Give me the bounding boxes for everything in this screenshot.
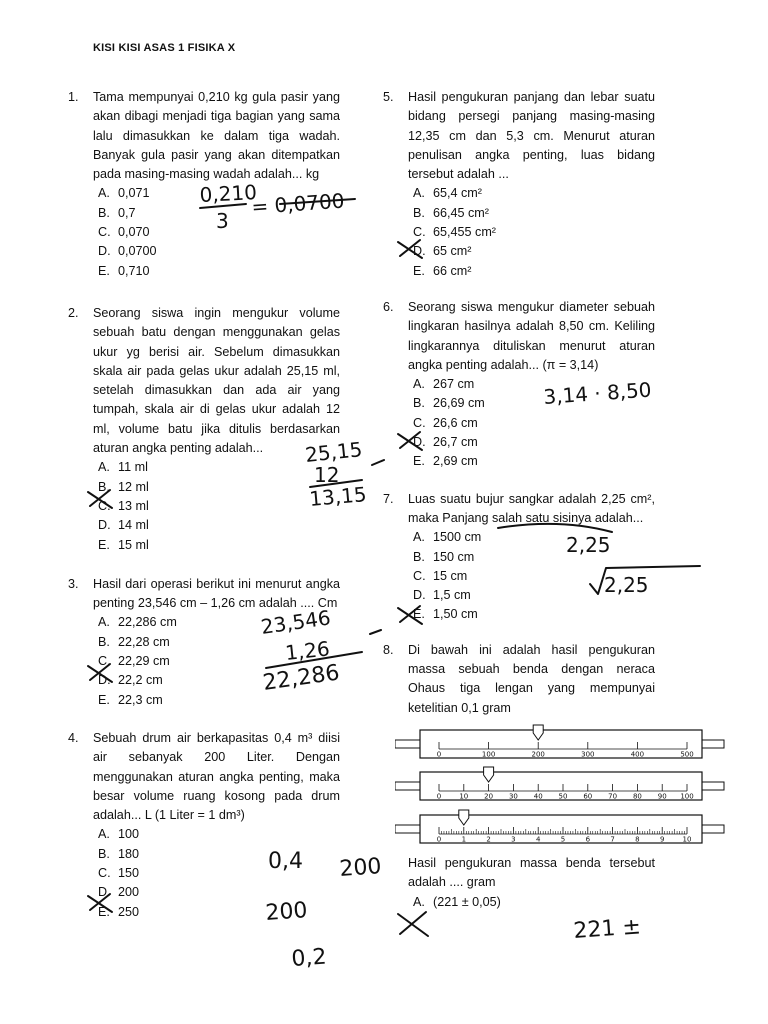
beam-rod-right bbox=[702, 782, 724, 790]
option-letter: B. bbox=[98, 479, 110, 494]
option-b bbox=[408, 204, 655, 223]
option-letter: C. bbox=[98, 654, 111, 669]
option-letter: D. bbox=[413, 588, 426, 603]
option-letter: A. bbox=[98, 460, 110, 475]
option-letter: A. bbox=[413, 530, 425, 545]
question-number: 5. bbox=[383, 90, 394, 104]
option-e bbox=[93, 903, 340, 922]
option-text: 65 cm² bbox=[433, 244, 472, 259]
option-a bbox=[408, 893, 655, 912]
option-e bbox=[93, 536, 340, 555]
option-text: 26,6 cm bbox=[433, 415, 478, 430]
question-8 bbox=[383, 641, 694, 912]
tick-label: 100 bbox=[481, 750, 496, 759]
tick-label: 300 bbox=[581, 750, 595, 759]
tick-label: 5 bbox=[560, 835, 566, 844]
question-5 bbox=[383, 88, 655, 281]
left-column bbox=[68, 88, 340, 922]
question-stem: Hasil pengukuran panjang dan lebar suatu bidang persegi panjang masing-masing 12,35 cm dan 5,3 cm. Menurut aturan penulisan angka penting, luas bidang tersebut adalah ... bbox=[408, 90, 655, 182]
option-letter: C. bbox=[413, 225, 426, 240]
tick-label: 100 bbox=[680, 792, 694, 801]
option-letter: D. bbox=[98, 518, 111, 533]
option-e bbox=[408, 452, 655, 471]
option-e bbox=[93, 262, 340, 281]
option-letter: E. bbox=[98, 537, 110, 552]
option-letter: E. bbox=[413, 454, 425, 469]
option-text: 66 cm² bbox=[433, 263, 472, 278]
tick-label: 9 bbox=[659, 835, 665, 844]
handwriting-q4-a: 0,4 bbox=[268, 849, 303, 874]
tick-label: 0 bbox=[436, 792, 442, 801]
option-text: 13 ml bbox=[118, 498, 149, 513]
options-list bbox=[408, 184, 655, 280]
handwriting-q2-result: 13,15 bbox=[308, 482, 368, 511]
tick-label: 4 bbox=[535, 835, 541, 844]
option-d bbox=[93, 242, 340, 261]
tick-label: 50 bbox=[558, 792, 568, 801]
option-text: 2,69 cm bbox=[433, 454, 478, 469]
option-text: 250 bbox=[118, 904, 140, 919]
handwriting-q1-numerator: 0,210 bbox=[199, 180, 258, 207]
question-number: 7. bbox=[383, 491, 394, 506]
option-text: 0,7 bbox=[118, 205, 136, 220]
option-a bbox=[93, 458, 340, 477]
option-letter: B. bbox=[413, 549, 425, 564]
option-letter: A. bbox=[98, 615, 110, 630]
tick-label: 40 bbox=[533, 792, 543, 801]
beam-rod-left bbox=[395, 782, 420, 790]
handwriting-q1-result: = 0,0700 bbox=[250, 188, 346, 219]
option-text: (221 ± 0,05) bbox=[433, 894, 501, 909]
option-text: 1500 cm bbox=[433, 530, 482, 545]
option-d bbox=[93, 671, 340, 690]
option-d bbox=[408, 586, 655, 605]
option-d bbox=[93, 883, 340, 902]
tick-label: 7 bbox=[610, 835, 615, 844]
options-list bbox=[408, 893, 655, 912]
option-letter: D. bbox=[98, 885, 111, 900]
option-text: 66,45 cm² bbox=[433, 205, 489, 220]
option-letter: E. bbox=[98, 692, 110, 707]
option-letter: D. bbox=[98, 244, 111, 259]
question-stem: Seorang siswa ingin mengukur volume sebuah batu dengan menggunakan gelas ukur yg berisi air. Sebelum dimasukkan skala air pada gelas ukur adalah 25,15 ml, setelah dimasukkan dan ada air yang tumpah, skala air di gelas ukur adalah 12 ml, volume batu jika ditulis berdasarkan aturan angka penting adalah... bbox=[93, 305, 340, 456]
option-letter: C. bbox=[413, 415, 426, 430]
question-number: 8. bbox=[383, 642, 394, 657]
option-letter: B. bbox=[413, 205, 425, 220]
option-c bbox=[408, 567, 655, 586]
question-stem: Seorang siswa mengukur diameter sebuah lingkaran hasilnya adalah 8,50 cm. Keliling lingkarannya dituliskan menurut aturan angka penting adalah... (π = 3,14) bbox=[408, 299, 655, 372]
option-text: 180 bbox=[118, 846, 140, 861]
option-letter: E. bbox=[413, 263, 425, 278]
option-text: 11 ml bbox=[118, 460, 148, 475]
option-a bbox=[93, 613, 340, 632]
tick-label: 90 bbox=[657, 792, 667, 801]
option-b bbox=[408, 548, 655, 567]
question-stem-continued: Hasil pengukuran massa benda tersebut adalah .... gram bbox=[408, 855, 655, 890]
handwriting-q3-mid: 1,26 bbox=[284, 636, 331, 665]
tick-label: 6 bbox=[585, 835, 591, 844]
question-number: 6. bbox=[383, 299, 394, 314]
handwriting-q3-result: 22,286 bbox=[261, 660, 342, 696]
option-text: 150 bbox=[118, 865, 140, 880]
option-letter: D. bbox=[413, 435, 426, 450]
option-b bbox=[93, 204, 340, 223]
option-letter: B. bbox=[413, 396, 425, 411]
options-list bbox=[93, 184, 340, 280]
option-text: 22,29 cm bbox=[118, 654, 170, 669]
option-a bbox=[93, 825, 340, 844]
option-text: 267 cm bbox=[433, 377, 475, 392]
tick-label: 60 bbox=[583, 792, 593, 801]
handwriting-q4-c: 200 bbox=[264, 898, 309, 926]
option-text: 0,071 bbox=[118, 186, 150, 201]
option-letter: C. bbox=[98, 498, 111, 513]
option-a bbox=[408, 375, 655, 394]
question-number: 2. bbox=[68, 305, 79, 320]
tick-label: 20 bbox=[484, 792, 494, 801]
option-text: 100 bbox=[118, 827, 140, 842]
page-title: KISI KISI ASAS 1 FISIKA X bbox=[93, 42, 236, 54]
option-letter: E. bbox=[413, 607, 425, 622]
option-c bbox=[93, 497, 340, 516]
option-letter: D. bbox=[413, 244, 426, 259]
options-list bbox=[408, 375, 655, 471]
option-e bbox=[408, 605, 655, 624]
option-b bbox=[93, 478, 340, 497]
option-text: 200 bbox=[118, 885, 140, 900]
tick-label: 200 bbox=[531, 750, 545, 759]
option-c bbox=[408, 414, 655, 433]
option-text: 65,455 cm² bbox=[433, 225, 496, 240]
tick-label: 10 bbox=[459, 792, 469, 801]
question-stem: Hasil dari operasi berikut ini menurut angka penting 23,546 cm – 1,26 cm adalah .... Cm bbox=[93, 576, 340, 611]
option-letter: B. bbox=[98, 634, 110, 649]
question-stem: Tama mempunyai 0,210 kg gula pasir yang akan dibagi menjadi tiga bagian yang sama lalu dimasukkan ke dalam tiga wadah. Banyak gula pasir yang akan ditempatkan pada masing-masing wadah adalah... kg bbox=[93, 90, 340, 182]
tick-label: 3 bbox=[511, 835, 516, 844]
option-text: 0,710 bbox=[118, 263, 150, 278]
tick-label: 0 bbox=[436, 750, 442, 759]
question-stem: Di bawah ini adalah hasil pengukuran massa sebuah benda dengan neraca Ohaus tiga lengan yang mempunyai ketelitian 0,1 gram bbox=[408, 642, 655, 715]
option-d bbox=[408, 242, 655, 261]
option-letter: C. bbox=[98, 865, 111, 880]
ohaus-beams bbox=[395, 722, 725, 854]
tick-label: 0 bbox=[436, 835, 442, 844]
tick-label: 1 bbox=[461, 835, 467, 844]
handwriting-q4-b: 200 bbox=[338, 854, 383, 882]
option-letter: A. bbox=[413, 186, 425, 201]
handwriting-q8-work: 221 ± bbox=[572, 914, 642, 944]
option-letter: A. bbox=[98, 827, 110, 842]
tick-label: 400 bbox=[630, 750, 645, 759]
right-column bbox=[383, 88, 694, 912]
option-text: 22,286 cm bbox=[118, 615, 177, 630]
option-e bbox=[93, 691, 340, 710]
handwriting-q2-top: 25,15 bbox=[304, 437, 364, 467]
option-a bbox=[408, 528, 655, 547]
ohaus-balance-diagram bbox=[395, 722, 725, 854]
option-b bbox=[408, 394, 655, 413]
options-list bbox=[93, 458, 340, 554]
tick-label: 30 bbox=[508, 792, 518, 801]
handwriting-q2-mid: 12 bbox=[314, 463, 340, 487]
handwriting-q7-root: 2,25 bbox=[604, 573, 649, 597]
option-letter: A. bbox=[98, 186, 110, 201]
option-text: 1,50 cm bbox=[433, 607, 478, 622]
option-c bbox=[93, 652, 340, 671]
question-number: 4. bbox=[68, 730, 79, 745]
options-list bbox=[93, 613, 340, 709]
question-3 bbox=[68, 575, 340, 710]
question-number: 1. bbox=[68, 90, 79, 104]
option-text: 12 ml bbox=[118, 479, 149, 494]
option-text: 1,5 cm bbox=[433, 588, 471, 603]
cross-mark-q8-a bbox=[398, 912, 428, 936]
handwriting-q1-denominator: 3 bbox=[216, 209, 229, 233]
question-2 bbox=[68, 304, 340, 555]
options-list bbox=[93, 825, 340, 921]
option-a bbox=[93, 184, 340, 203]
option-letter: A. bbox=[413, 894, 425, 909]
option-text: 26,69 cm bbox=[433, 396, 485, 411]
option-letter: B. bbox=[98, 205, 110, 220]
options-list bbox=[408, 528, 655, 624]
option-letter: A. bbox=[413, 377, 425, 392]
option-text: 65,4 cm² bbox=[433, 186, 482, 201]
option-text: 22,28 cm bbox=[118, 634, 170, 649]
option-letter: E. bbox=[98, 904, 110, 919]
question-1 bbox=[68, 88, 340, 281]
option-text: 150 cm bbox=[433, 549, 475, 564]
handwriting-q7-a: 2,25 bbox=[566, 533, 611, 557]
option-d bbox=[408, 433, 655, 452]
tick-label: 8 bbox=[635, 835, 640, 844]
tick-label: 70 bbox=[608, 792, 618, 801]
option-c bbox=[408, 223, 655, 242]
tick-label: 10 bbox=[682, 835, 692, 844]
option-text: 22,2 cm bbox=[118, 673, 163, 688]
option-letter: B. bbox=[98, 846, 110, 861]
option-letter: D. bbox=[98, 673, 111, 688]
option-text: 22,3 cm bbox=[118, 692, 163, 707]
option-c bbox=[93, 864, 340, 883]
option-text: 0,070 bbox=[118, 225, 150, 240]
handwriting-q6-work: 3,14 · 8,50 bbox=[542, 377, 653, 409]
option-b bbox=[93, 633, 340, 652]
question-stem: Luas suatu bujur sangkar adalah 2,25 cm², maka Panjang salah satu sisinya adalah... bbox=[408, 491, 655, 525]
option-text: 14 ml bbox=[118, 518, 149, 533]
option-letter: E. bbox=[98, 263, 110, 278]
beam-1 bbox=[420, 730, 702, 758]
option-a bbox=[408, 184, 655, 203]
question-7 bbox=[383, 490, 655, 625]
tick-label: 500 bbox=[680, 750, 694, 759]
handwriting-q4-d: 0,2 bbox=[290, 944, 328, 972]
option-text: 0,0700 bbox=[118, 244, 157, 259]
beam-rod-left bbox=[395, 740, 420, 748]
question-4 bbox=[68, 729, 340, 922]
beam-rod-right bbox=[702, 740, 724, 748]
minus-sign-q3 bbox=[370, 630, 381, 634]
option-d bbox=[93, 516, 340, 535]
handwriting-q3-top: 23,546 bbox=[259, 605, 332, 639]
option-text: 15 ml bbox=[118, 537, 149, 552]
question-number: 3. bbox=[68, 576, 79, 591]
tick-label: 80 bbox=[632, 792, 642, 801]
option-text: 26,7 cm bbox=[433, 435, 478, 450]
tick-label: 2 bbox=[486, 835, 491, 844]
question-stem: Sebuah drum air berkapasitas 0,4 m³ diisi air sebanyak 200 Liter. Dengan menggunakan aturan angka penting, maka besar volume ruang kosong pada drum adalah... L (1 Liter = 1 dm³) bbox=[93, 730, 340, 823]
option-b bbox=[93, 845, 340, 864]
beam-rod-right bbox=[702, 825, 724, 833]
option-letter: C. bbox=[413, 568, 426, 583]
question-6 bbox=[383, 298, 655, 472]
beam-rod-left bbox=[395, 825, 420, 833]
option-e bbox=[408, 262, 655, 281]
option-text: 15 cm bbox=[433, 568, 468, 583]
option-c bbox=[93, 223, 340, 242]
option-letter: C. bbox=[98, 225, 111, 240]
